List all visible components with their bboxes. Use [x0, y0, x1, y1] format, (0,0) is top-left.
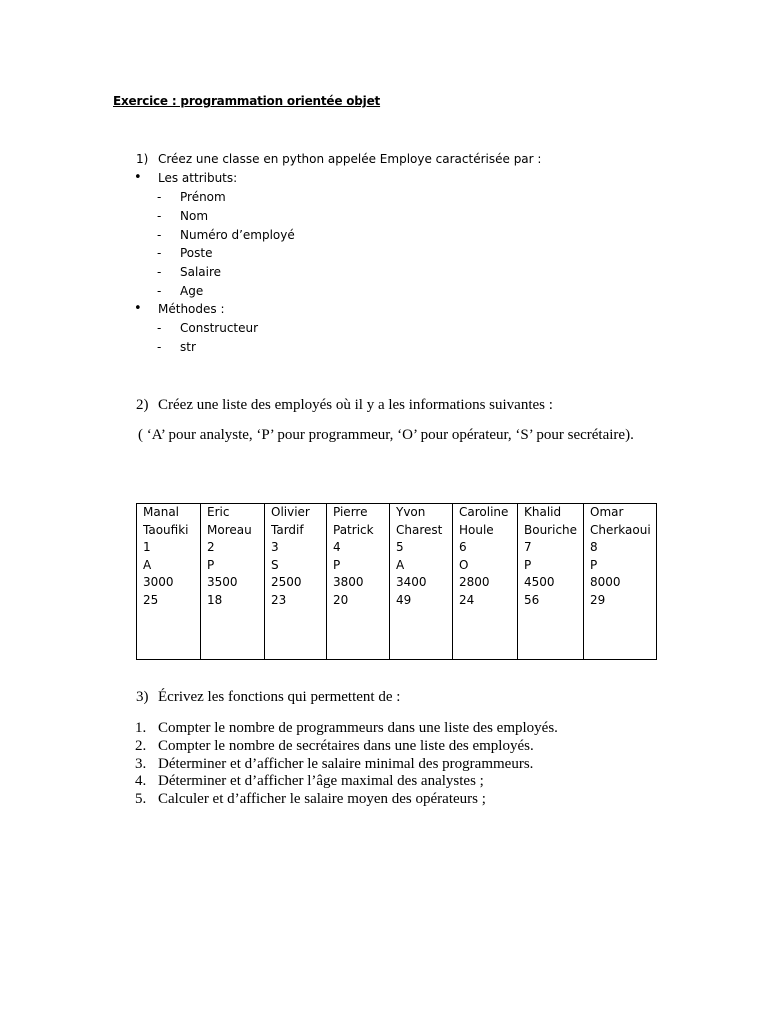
function-item-text: Compter le nombre de secrétaires dans une liste des employés. [158, 738, 534, 754]
function-item-number: 3. [135, 756, 147, 772]
function-item-number: 1. [135, 720, 147, 736]
employee-prenom: Pierre [333, 505, 368, 519]
employee-age: 23 [271, 592, 287, 607]
employee-age: 25 [143, 592, 159, 607]
employee-prenom: Omar [590, 505, 624, 519]
employee-numero: 4 [333, 540, 341, 554]
employee-age: 29 [590, 592, 606, 607]
employee-nom: Cherkaoui [590, 522, 651, 537]
bullet-marker-attributes: • [134, 170, 142, 185]
employee-prenom: Eric [207, 505, 230, 519]
function-item-text: Déterminer et d’afficher le salaire minimal des programmeurs. [158, 756, 534, 772]
employee-nom: Tardif [271, 522, 304, 537]
employee-row [137, 504, 657, 660]
dash-marker: - [157, 228, 162, 242]
dash-marker: - [157, 321, 162, 335]
function-item-number: 5. [135, 791, 147, 807]
employee-cell [390, 504, 453, 660]
employee-nom: Bouriche [524, 522, 578, 537]
section3-intro: Écrivez les fonctions qui permettent de : [158, 689, 401, 705]
attribute-numero: Numéro d’employé [180, 228, 295, 242]
dash-marker: - [157, 209, 162, 223]
attribute-nom: Nom [180, 209, 209, 223]
attribute-prenom: Prénom [180, 190, 226, 204]
dash-marker: - [157, 190, 162, 204]
section3-number: 3) [136, 689, 149, 705]
section2-intro: Créez une liste des employés où il y a les informations suivantes : [158, 397, 553, 413]
methods-label: Méthodes : [158, 302, 225, 316]
employee-salaire: 3800 [333, 575, 364, 589]
employee-salaire: 2500 [271, 575, 302, 589]
section1-number: 1) [136, 152, 149, 166]
employee-prenom: Manal [143, 505, 179, 519]
employee-prenom: Yvon [396, 505, 426, 519]
employee-poste: O [459, 557, 469, 572]
employee-poste: P [333, 557, 341, 572]
employee-numero: 7 [524, 540, 532, 554]
attribute-poste: Poste [180, 246, 213, 260]
employee-poste: S [271, 557, 279, 572]
dash-marker: - [157, 340, 162, 354]
employee-nom: Charest [396, 522, 443, 537]
function-item-text: Compter le nombre de programmeurs dans une liste des employés. [158, 720, 558, 736]
employee-cell [265, 504, 327, 660]
employee-prenom: Khalid [524, 505, 562, 519]
employee-numero: 6 [459, 540, 467, 554]
employee-prenom: Caroline [459, 505, 509, 519]
employee-salaire: 2800 [459, 575, 490, 589]
employee-cell [327, 504, 390, 660]
employee-age: 20 [333, 592, 349, 607]
method-str: str [180, 340, 196, 354]
function-item-number: 4. [135, 773, 147, 789]
employee-age: 24 [459, 592, 475, 607]
employee-poste: P [590, 557, 598, 572]
employee-salaire: 3500 [207, 575, 238, 589]
employee-nom: Taoufiki [143, 522, 189, 537]
document-title: Exercice : programmation orientée objet [113, 94, 381, 108]
employee-numero: 5 [396, 540, 404, 554]
employee-table [136, 503, 657, 660]
function-item-text: Calculer et d’afficher le salaire moyen des opérateurs ; [158, 791, 486, 807]
employee-poste: P [207, 557, 215, 572]
attribute-age: Age [180, 284, 204, 298]
dash-marker: - [157, 284, 162, 298]
employee-numero: 2 [207, 540, 215, 554]
employee-age: 49 [396, 592, 412, 607]
employee-age: 18 [207, 592, 223, 607]
dash-marker: - [157, 246, 162, 260]
section2-number: 2) [136, 397, 149, 413]
employee-cell [201, 504, 265, 660]
attributes-label: Les attributs: [158, 171, 238, 185]
employee-cell [453, 504, 518, 660]
employee-poste: A [143, 557, 152, 572]
method-constructeur: Constructeur [180, 321, 259, 335]
employee-cell [518, 504, 584, 660]
employee-numero: 3 [271, 540, 279, 554]
function-item-text: Déterminer et d’afficher l’âge maximal des analystes ; [158, 773, 484, 789]
employee-salaire: 3000 [143, 575, 174, 589]
attribute-salaire: Salaire [180, 265, 222, 279]
employee-nom: Patrick [333, 522, 374, 537]
employee-age: 56 [524, 592, 540, 607]
employee-salaire: 8000 [590, 575, 621, 589]
employee-cell [584, 504, 657, 660]
section1-intro: Créez une classe en python appelée Employe caractérisée par : [158, 152, 542, 166]
employee-poste: P [524, 557, 532, 572]
employee-prenom: Olivier [271, 505, 310, 519]
bullet-marker-methods: • [134, 301, 142, 316]
employee-nom: Houle [459, 522, 494, 537]
employee-poste: A [396, 557, 405, 572]
employee-cell [137, 504, 201, 660]
function-item-number: 2. [135, 738, 147, 754]
poste-legend: ( ‘A’ pour analyste, ‘P’ pour programmeur, ‘O’ pour opérateur, ‘S’ pour secrétaire). [138, 427, 634, 443]
dash-marker: - [157, 265, 162, 279]
employee-numero: 8 [590, 540, 598, 554]
employee-salaire: 3400 [396, 575, 427, 589]
employee-nom: Moreau [207, 522, 252, 537]
employee-numero: 1 [143, 540, 151, 554]
employee-salaire: 4500 [524, 575, 555, 589]
